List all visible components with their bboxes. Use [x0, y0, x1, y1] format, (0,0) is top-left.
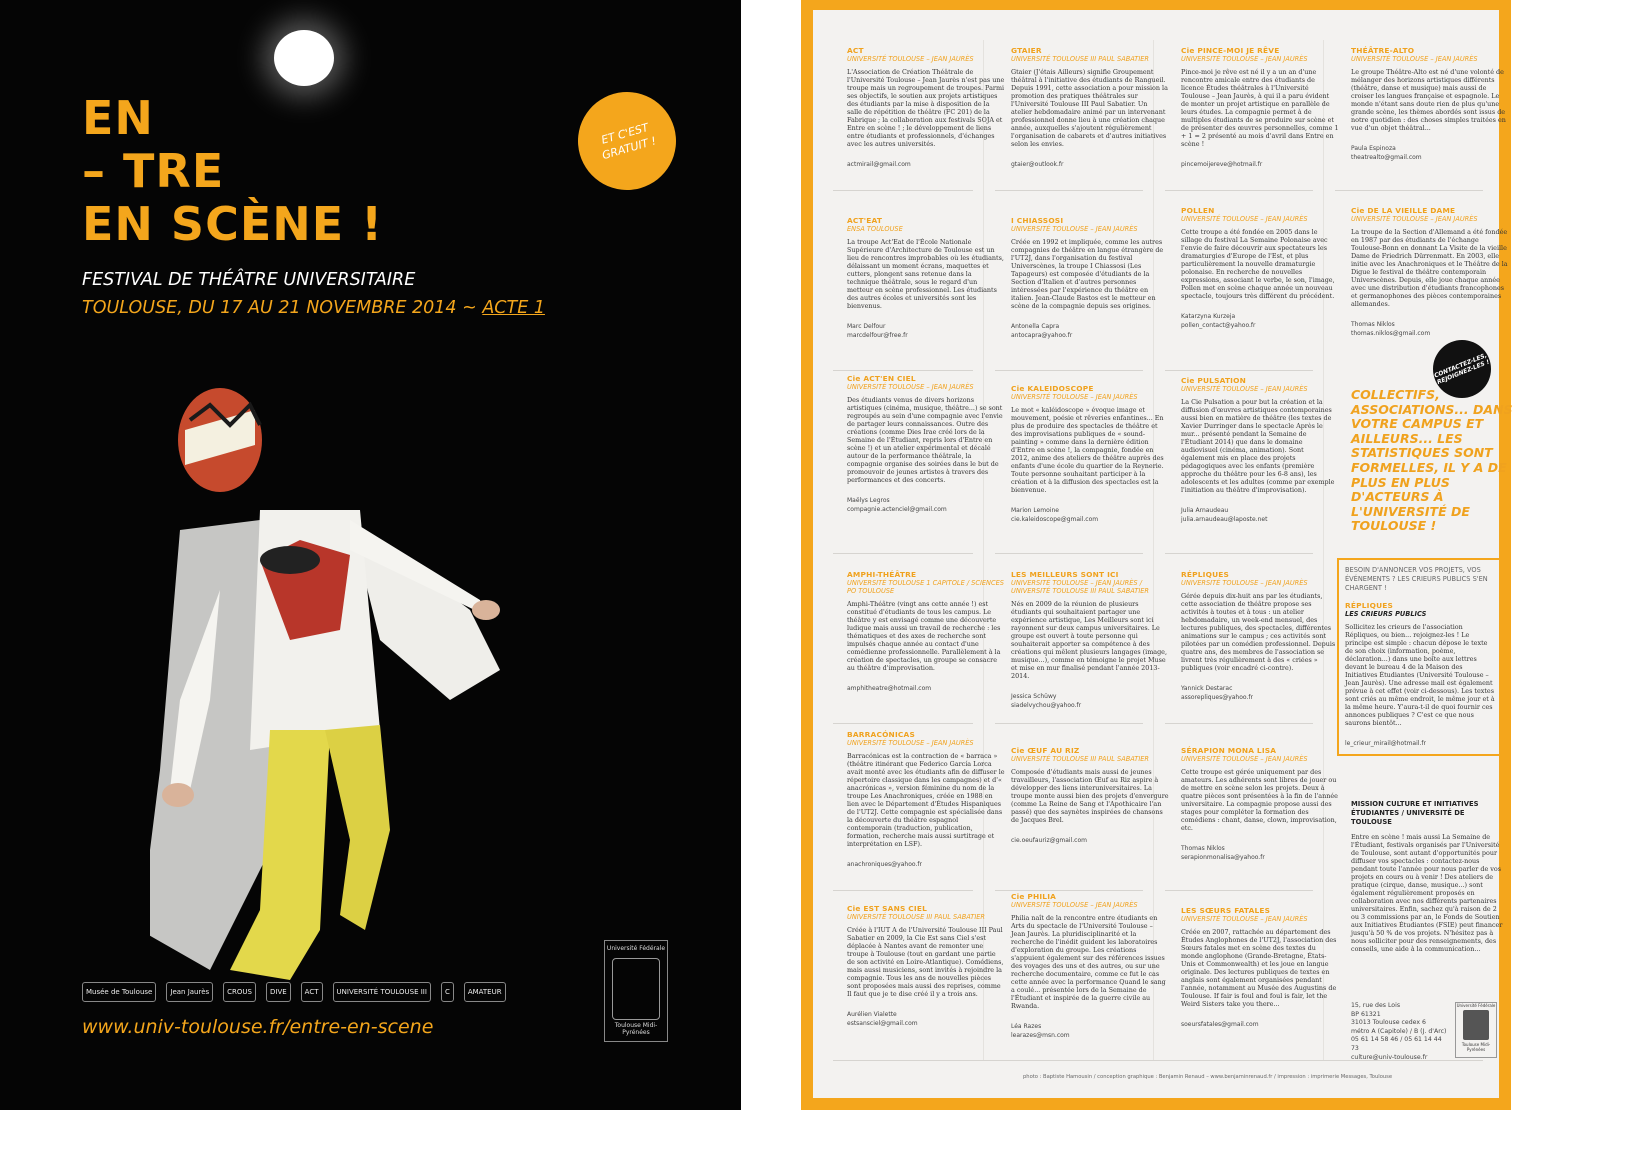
university-seal-icon — [612, 958, 660, 1020]
university-federale-logo-small: Université Fédérale Toulouse Midi-Pyrénées — [1455, 1002, 1497, 1058]
troupe-entry-act: ACT UNIVERSITÉ TOULOUSE – JEAN JAURÈS L'Association de Création Théâtrale de l'Université Toulouse – Jean Jaurès n'est pas une troupe mais un regroupement de troupes. Parmi ses objectifs, le soutien aux projets artistiques des étudiants par la mise à disposition de la salle de répétition de théâtre (FC 201) de la Fabrique ; la collaboration aux festivals SOJA et Entre en scène ! ; le développement de liens entre étudiants et professionnels, d'échanges avec les autres universités. actmirail@gmail.com — [847, 46, 1005, 168]
troupe-brochure — [801, 0, 1511, 1110]
troupe-contact[interactable]: soeursfatales@gmail.com — [1181, 1021, 1259, 1028]
partner-logo: DIVE — [266, 982, 291, 1002]
troupe-contact[interactable]: amphitheatre@hotmail.com — [847, 685, 932, 692]
poster-dates: TOULOUSE, DU 17 AU 21 NOVEMBRE 2014 ~ ACTE 1 — [82, 298, 545, 318]
troupe-contact[interactable]: Antonella Capra antocapra@yahoo.fr — [1011, 323, 1073, 339]
university-seal-icon — [1463, 1010, 1489, 1040]
mission-address: 15, rue des Lois BP 61321 31013 Toulouse cedex 6 métro A (Capitole) / B (J. d'Arc) 05 61 14 58 46 / 05 61 14 44 73 culture@univ-toulouse.fr — [1351, 1002, 1447, 1061]
partner-logo: Musée de Toulouse — [82, 982, 156, 1002]
troupe-contact[interactable]: actmirail@gmail.com — [847, 161, 911, 168]
festival-poster — [0, 0, 741, 1110]
mission-culture-section: MISSION CULTURE ET INITIATIVES ÉTUDIANTES / UNIVERSITÉ DE TOULOUSE Entre en scène ! mais aussi La Semaine de l'Étudiant, festivals organisés par l'Université de Toulouse, sont autant d'opportunités pour diffuser vos spectacles : contactez-nous pendant toute l'année pour nous parler de vos projets en cours ou à venir ! Des ateliers de pratique (cirque, danse, musique...) sont également régulièrement proposés en collaboration avec nos différents partenaires universitaires. Enfin, sachez qu'à raison de 2 ou 3 commissions par an, le Fonds de Soutien aux Initiatives Étudiantes (FSIE) peut financer jusqu'à 50 % de vos projets. N'hésitez pas à nous solliciter pour des renseignements, des conseils, une aide à la communication... — [1351, 800, 1503, 953]
partner-logo: Jean Jaurès — [166, 982, 213, 1002]
title-line-2: – TRE — [82, 144, 225, 198]
partner-logo: UNIVERSITÉ TOULOUSE III — [333, 982, 431, 1002]
troupe-contact[interactable]: Jessica Schüwy siadelvychou@yahoo.fr — [1011, 693, 1082, 709]
troupe-entry-pollen: POLLEN UNIVERSITÉ TOULOUSE – JEAN JAURÈS Cette troupe a été fondée en 2005 dans le sillage du festival La Semaine Polonaise avec l'envie de faire découvrir aux spectateurs les dramaturgies d'Europe de l'Est, et plus particulièrement la nouvelle dramaturgie polonaise. En recherche de nouvelles expressions, associant le verbe, le son, l'image, Pollen met en scène chaque année un nouveau spectacle, toujours très différent du précédent. Katarzyna Kurzeja pollen_contact@yahoo.fr — [1181, 206, 1339, 330]
tagline: COLLECTIFS, ASSOCIATIONS... DANS VOTRE CAMPUS ET AILLEURS... LES STATISTIQUES SONT FORMELLES, IL Y A DE PLUS EN PLUS D'ACTEURS À L'UNIVERSITÉ DE TOULOUSE ! — [1351, 387, 1513, 534]
contact-badge: CONTACTEZ-LES, REJOIGNEZ-LES ! — [1424, 331, 1500, 407]
performer-photo — [150, 370, 530, 1080]
partner-logo: AMATEUR — [464, 982, 506, 1002]
partner-logos — [82, 982, 506, 1002]
troupe-contact[interactable]: Thomas Niklos thomas.niklos@gmail.com — [1351, 321, 1431, 337]
troupe-entry-theatrealto: THÉÂTRE-ALTO UNIVERSITÉ TOULOUSE – JEAN JAURÈS Le groupe Théâtre-Alto est né d'une volonté de mélanger des horizons artistiques différents (théâtre, danse et musique) mais aussi de croiser les langues française et espagnole. Le monde n'étant sans doute rien de plus qu'une grande scène, les thèmes abordés sont issus de notre quotidien : des choses simples traitées en vue d'un objet théâtral... Paula Espinoza theatrealto@gmail.com — [1351, 46, 1509, 162]
troupe-contact[interactable]: Maëlys Legros compagnie.actenciel@gmail.com — [847, 497, 947, 513]
troupe-entry-meilleurs: LES MEILLEURS SONT ICI UNIVERSITÉ TOULOUSE – JEAN JAURÈS / UNIVERSITÉ TOULOUSE III PAUL SABATIER Nés en 2009 de la réunion de plusieurs étudiants qui souhaitaient partager une expérience artistique, Les Meilleurs sont ici rayonnent sur deux campus universitaires. Le groupe est ouvert à toute personne qui souhaiterait apporter sa compétence à des créations qui mêlent plusieurs langages (image, musique...), comme en témoigne le projet Muse et mise en mur finalisé pendant l'année 2013-2014. Jessica Schüwy siadelvychou@yahoo.fr — [1011, 570, 1169, 710]
festival-url[interactable]: www.univ-toulouse.fr/entre-en-scene — [82, 1016, 434, 1038]
troupe-entry-kaleidoscope: Cie KALEIDOSCOPE UNIVERSITÉ TOULOUSE – JEAN JAURÈS Le mot « kaléidoscope » évoque image et mouvement, poésie et rêveries enfantines... En plus de produire des spectacles de théâtre et des improvisations publiques de « sound-painting » comme dans la dernière édition d'Entre en scène !, la compagnie, fondée en 2012, anime des ateliers de théâtre auprès des enfants d'une école du quartier de la Reynerie. Toute personne souhaitant participer à la création et à la diffusion des spectacles est la bienvenue. Marion Lemoine cie.kaleidoscope@gmail.com — [1011, 384, 1169, 524]
troupe-contact[interactable]: cie.oeufauriz@gmail.com — [1011, 837, 1087, 844]
troupe-contact[interactable]: anachroniques@yahoo.fr — [847, 861, 922, 868]
troupe-contact[interactable]: Yannick Destarac assorepliques@yahoo.fr — [1181, 685, 1253, 701]
partner-logo: C — [441, 982, 454, 1002]
troupe-contact[interactable]: pincemoijereve@hotmail.fr — [1181, 161, 1263, 168]
troupe-contact[interactable]: Julia Arnaudeau julia.arnaudeau@laposte.net — [1181, 507, 1268, 523]
troupe-contact[interactable]: gtaier@outlook.fr — [1011, 161, 1064, 168]
troupe-entry-serapion: SÉRAPION MONA LISA UNIVERSITÉ TOULOUSE – JEAN JAURÈS Cette troupe est gérée uniquement par des amateurs. Les adhérents sont libres de jouer ou de mettre en scène selon les projets. Deux à quatre pièces sont présentées à la fin de l'année universitaire. La compagnie propose aussi des stages pour compléter la formation des comédiens : chant, danse, clown, improvisation, etc. Thomas Niklos serapionmonalisa@yahoo.fr — [1181, 746, 1338, 861]
troupe-entry-vieilledame: Cie DE LA VIEILLE DAME UNIVERSITÉ TOULOUSE – JEAN JAURÈS La troupe de la Section d'Allemand a été fondée en 1987 par des étudiants de l'échange Toulouse-Bonn en donnant La Visite de la vieille Dame de Friedrich Dürrenmatt. En 2003, elle initie avec les Anachroniques et le Théâtre de la Digue le festival de théâtre contemporain Universcènes. Depuis, elle joue chaque année avec une distribution d'étudiants francophones et germanophones des pièces contemporaines allemandes. Thomas Niklos thomas.niklos@gmail.com — [1351, 206, 1508, 337]
troupe-entry-repliques: RÉPLIQUES UNIVERSITÉ TOULOUSE – JEAN JAURÈS Gérée depuis dix-huit ans par les étudiants, cette association de théâtre propose ses activités à toutes et à tous : un atelier hebdomadaire, un week-end mensuel, des lectures publiques, des spectacles, différentes animations sur le campus ; ces activités sont pilotées par un comédien professionnel. Depuis quatre ans, des membres de l'association se livrent très régulièrement à des « criées » publiques (voir encadré ci-contre). Yannick Destarac assorepliques@yahoo.fr — [1181, 570, 1339, 702]
troupe-entry-barraconicas: BARRACÓNICAS UNIVERSITÉ TOULOUSE – JEAN JAURÈS Barracónicas est la contraction de « barraca » (théâtre itinérant que Federico García Lorca avait monté avec les étudiants afin de diffuser le répertoire classique dans les campagnes) et d'« anacrónicas », version féminine du nom de la troupe Les Anachroniques, créée en 1988 en lien avec le Département d'Études Hispaniques de l'UT2J. Cette compagnie est spécialisée dans la découverte du théâtre espagnol contemporain (traduction, publication, formation, recherche mais aussi surtitrage et interprétation en LSF). anachroniques@yahoo.fr — [847, 730, 1005, 868]
troupe-entry-actenciel: Cie ACT'EN CIEL UNIVERSITÉ TOULOUSE – JEAN JAURÈS Des étudiants venus de divers horizons artistiques (cinéma, musique, théâtre...) se sont regroupés au sein d'une compagnie avec l'envie de partager leurs connaissances. Outre des créations (comme Dies Irae créé lors de la Semaine de l'Étudiant, repris lors d'Entre en scène !) et un atelier expérimental et décalé autour de la performance théâtrale, la compagnie organise des soirées dans le but de promouvoir de jeunes artistes à travers des performances et des concerts. Maëlys Legros compagnie.actenciel@gmail.com — [847, 374, 1005, 514]
troupe-entry-amphi: AMPHI-THÉÂTRE UNIVERSITÉ TOULOUSE 1 CAPITOLE / SCIENCES PO TOULOUSE Amphi-Théâtre (vingt ans cette année !) est constitué d'étudiants de tous les campus. Le théâtre y est envisagé comme une découverte ludique mais aussi un travail de recherche : les thématiques et des axes de recherche sont impulsés chaque année au contact d'une comédienne professionnelle. Parallèlement à la création de spectacles, un groupe se consacre au théâtre d'improvisation. amphitheatre@hotmail.com — [847, 570, 1004, 692]
troupe-entry-oeufauriz: Cie ŒUF AU RIZ UNIVERSITÉ TOULOUSE III PAUL SABATIER Composée d'étudiants mais aussi de jeunes travailleurs, l'association Œuf au Riz aspire à développer des liens interuniversitaires. La troupe monte aussi bien des projets d'envergure (comme La Reine de Sang et l'Apothicaire l'an passé) que des saynètes inspirées de chansons de Jacques Brel. cie.oeufauriz@gmail.com — [1011, 746, 1169, 844]
troupe-entry-gtaier: GTAIER UNIVERSITÉ TOULOUSE III PAUL SABATIER Gtaier (J'étais Ailleurs) signifie Groupement théâtral à l'initiative des étudiants de Rangueil. Depuis 1991, cette association a pour mission la promotion des pratiques théâtrales sur l'Université Toulouse III Paul Sabatier. Un atelier hebdomadaire animé par un intervenant professionnel donne lieu à une création chaque année, auxquelles s'ajoutent régulièrement l'organisation de cabarets et d'autres initiatives selon les envies. gtaier@outlook.fr — [1011, 46, 1168, 168]
brochure-page — [813, 10, 1513, 1098]
troupe-contact[interactable]: Paula Espinoza theatrealto@gmail.com — [1351, 145, 1422, 161]
poster-title — [82, 92, 383, 251]
crieurs-contact[interactable]: le_crieur_mirail@hotmail.fr — [1345, 740, 1426, 747]
troupe-contact[interactable]: Katarzyna Kurzeja pollen_contact@yahoo.fr — [1181, 313, 1256, 329]
troupe-entry-chiassosi: I CHIASSOSI UNIVERSITÉ TOULOUSE – JEAN JAURÈS Créée en 1992 et impliquée, comme les autres compagnies de théâtre en langue étrangère de l'UT2J, dans l'organisation du festival Universcènes, la troupe I Chiassosi (Les Tapageurs) est composée d'étudiants de la Section d'Italien et d'autres personnes intéressées par l'expérience du théâtre en italien. Jean-Claude Bastos est le metteur en scène de la compagnie depuis ses origines. Antonella Capra antocapra@yahoo.fr — [1011, 216, 1169, 340]
troupe-entry-acteat: ACT'EAT ENSA TOULOUSE La troupe Act'Eat de l'École Nationale Supérieure d'Architecture de Toulouse est un lieu de rencontres improbables où les étudiants, délaissant un moment écrans, maquettes et cutters, plongent sans retenue dans la technique théâtrale, sous le regard d'un metteur en scène professionnel. Les étudiants des autres écoles et universités sont les bienvenus. Marc Delfour marcdelfour@free.fr — [847, 216, 1004, 339]
troupe-entry-pulsation: Cie PULSATION UNIVERSITÉ TOULOUSE – JEAN JAURÈS La Cie Pulsation a pour but la création et la diffusion d'œuvres artistiques contemporaines aussi bien en matière de théâtre (les textes de Xavier Durringer dans le spectacle Après le mur... présenté pendant la Semaine de l'Étudiant 2014) que dans le domaine audiovisuel (cinéma, animation). Sont également mis en place des projets pédagogiques avec les enfants (première approche du théâtre pour les 6-8 ans), les adolescents et les adultes (comme par exemple l'initiation au théâtre d'improvisation). Julia Arnaudeau julia.arnaudeau@laposte.net — [1181, 376, 1339, 524]
partner-logo: ACT — [301, 982, 323, 1002]
poster-subtitle: FESTIVAL DE THÉÂTRE UNIVERSITAIRE — [82, 270, 416, 290]
university-federale-logo: Université Fédérale Toulouse Midi-Pyrénées — [604, 940, 668, 1042]
troupe-entry-soeursfatales: LES SŒURS FATALES UNIVERSITÉ TOULOUSE – JEAN JAURÈS Créée en 2007, rattachée au département des Études Anglophones de l'UT2J, l'association des Sœurs fatales met en scène des textes du monde anglophone (Grande-Bretagne, États-Unis et Commonwealth) et les joue en langue originale. Des lectures publiques de textes en anglais sont également organisées pendant l'année, notamment au Musée des Augustins de Toulouse. If fair is foul and foul is fair, let the Weird Sisters take you there... soeursfatales@gmail.com — [1181, 906, 1339, 1029]
free-badge: ET C'EST GRATUIT ! — [566, 80, 687, 201]
troupe-contact[interactable]: Léa Razes learazes@msn.com — [1011, 1023, 1070, 1039]
poster-act: ACTE 1 — [482, 298, 545, 318]
troupe-entry-estsansciel: Cie EST SANS CIEL UNIVERSITÉ TOULOUSE III PAUL SABATIER Créée à l'IUT A de l'Université Toulouse III Paul Sabatier en 2009, la Cie Est sans Ciel s'est déplacée à Nantes avant de remonter une troupe à Toulouse (tout en gardant une partie de son activité en Loire-Atlantique). Comédiens, mais aussi musiciens, sont invités à rejoindre la compagnie. Tous les ans de nouvelles pièces sont proposées mais aussi des reprises, comme Il faut que je te dise créé il y a trois ans. Aurélien Vialette estsansciel@gmail.com — [847, 904, 1004, 1027]
troupe-entry-pincemoi: Cie PINCE-MOI JE RÊVE UNIVERSITÉ TOULOUSE – JEAN JAURÈS Pince-moi je rêve est né il y a un an d'une rencontre amicale entre des étudiants de licence Études théâtrales à l'Université Toulouse – Jean Jaurès, à qui il a paru évident de monter un projet artistique en parallèle de leurs études. La compagnie permet à de multiples étudiants de se produire sur scène et de présenter des œuvres personnelles, comme 1 + 1 = 2 présenté au mois d'avril dans Entre en scène ! pincemoijereve@hotmail.fr — [1181, 46, 1339, 168]
troupe-contact[interactable]: Aurélien Vialette estsansciel@gmail.com — [847, 1011, 918, 1027]
troupe-entry-philia: Cie PHILIA UNIVERSITÉ TOULOUSE – JEAN JAURÈS Philia naît de la rencontre entre étudiants en Arts du spectacle de l'Université Toulouse – Jean Jaurès. La pluridisciplinarité et la recherche de l'inédit guident les laboratoires d'exploration du groupe. Les créations s'appuient également sur des références issues des voyages des uns et des autres, ou sur une recherche documentaire, comme ce fut le cas cette année avec la performance Quand le sang a coulé... présentée lors de la Semaine de l'Étudiant et inspirée de la guerre civile au Rwanda. Léa Razes learazes@msn.com — [1011, 892, 1169, 1040]
credits: photo : Baptiste Hamousin / conception graphique : Benjamin Renaud – www.benjaminrenaud.fr / impression : imprimerie Messages, Toulouse — [1023, 1074, 1393, 1080]
troupe-contact[interactable]: Marc Delfour marcdelfour@free.fr — [847, 323, 908, 339]
troupe-contact[interactable]: Thomas Niklos serapionmonalisa@yahoo.fr — [1181, 845, 1265, 861]
crieurs-publics-box: BESOIN D'ANNONCER VOS PROJETS, VOS ÉVÉNEMENTS ? LES CRIEURS PUBLICS S'EN CHARGENT ! RÉPLIQUES LES CRIEURS PUBLICS Sollicitez les crieurs de l'association Répliques, ou bien... rejoignez-les ! Le principe est simple : chacun dépose le texte de son choix (information, poème, déclaration...) dans une boîte aux lettres devant le bureau 4 de la Maison des Initiatives Étudiantes (Université Toulouse – Jean Jaurès). Une adresse mail est également prévue à cet effet (voir ci-dessous). Les textes sont criés au même endroit, le même jour et à la même heure. Y'aura-t-il de quoi fournir ces annonces publiques ? C'est ce que nous saurons bientôt... le_crieur_mirail@hotmail.fr — [1337, 558, 1503, 756]
title-line-3: EN SCÈNE ! — [82, 197, 384, 251]
troupe-contact[interactable]: Marion Lemoine cie.kaleidoscope@gmail.com — [1011, 507, 1099, 523]
partner-logo: CROUS — [223, 982, 256, 1002]
spotlight — [274, 30, 334, 86]
title-line-1: EN — [82, 91, 154, 145]
